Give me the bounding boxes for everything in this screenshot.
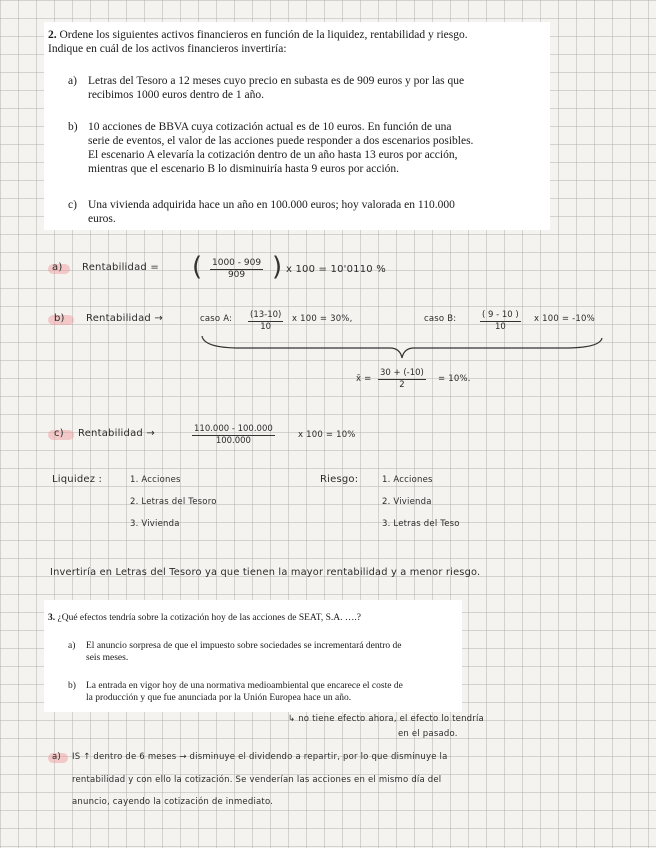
note-c-numerator: 110.000 - 100.000	[194, 424, 273, 434]
open-paren: (	[192, 252, 203, 282]
note-b-case-b-denominator: 10	[494, 322, 506, 332]
note-a-label: a)	[52, 262, 63, 273]
close-paren: )	[272, 252, 283, 282]
option-b-line-4: mientras que el escenario B lo disminuiría hasta 9 euros por acción.	[88, 163, 400, 175]
risk-label: Riesgo:	[320, 474, 359, 485]
option-a-label: a)	[68, 75, 77, 87]
q3-option-a-line-1: El anuncio sorpresa de que el impuesto sobre sociedades se incrementará dentro de	[86, 641, 402, 651]
q3-option-b-line-2: la producción y que fue anunciada por la Unión Europea hace un año.	[86, 693, 352, 703]
note-a-text: Rentabilidad =	[82, 262, 159, 273]
note-a-denominator: 909	[227, 270, 246, 280]
note-b-case-a: caso A:	[200, 314, 233, 324]
risk-item-1: 1. Acciones	[382, 475, 433, 485]
note-b-mean-result: = 10%.	[438, 374, 471, 384]
note-c-label: c)	[54, 428, 64, 439]
note-a-numerator: 1000 - 909	[212, 258, 262, 268]
q3-option-b-label: b)	[68, 681, 76, 691]
q3-b-answer-line-2: en el pasado.	[398, 729, 458, 739]
q3-option-a-label: a)	[68, 641, 76, 651]
note-b-text: Rentabilidad →	[86, 313, 163, 324]
q3-option-b-line-1: La entrada en vigor hoy de una normativa medioambiental que encarece el coste de	[86, 681, 403, 691]
note-b-case-a-numerator: (13-10)	[250, 310, 282, 320]
note-b-mean-fraction	[378, 368, 426, 390]
option-b-label: b)	[68, 121, 78, 133]
option-a-line-1: Letras del Tesoro a 12 meses cuyo precio en subasta es de 909 euros y por las que	[88, 75, 465, 87]
question-2-box	[44, 22, 550, 230]
note-b-mean-denominator: 2	[399, 380, 405, 390]
option-b-line-1: 10 acciones de BBVA cuya cotización actual es de 10 euros. En función de una	[88, 121, 452, 133]
note-a-result: x 100 = 10'0110 %	[286, 264, 386, 275]
option-b-line-2: serie de eventos, el valor de las acciones puede responder a dos escenarios posibles.	[88, 135, 474, 147]
note-c-fraction	[192, 424, 275, 446]
note-b-case-b-fraction	[480, 310, 521, 332]
question-2-subtitle: Indique en cuál de los activos financieros invertiría:	[48, 43, 287, 55]
note-b-mean-left: x̄ =	[356, 374, 372, 384]
note-b-case-a-fraction	[248, 310, 283, 332]
note-c-text: Rentabilidad →	[78, 428, 155, 439]
q3-a-line-3: anuncio, cayendo la cotización de inmediato.	[72, 797, 274, 807]
option-c-line-2: euros.	[88, 213, 116, 225]
liquidity-item-2: 2. Letras del Tesoro	[130, 497, 217, 507]
curly-brace	[200, 334, 606, 362]
note-b-case-b: caso B:	[424, 314, 457, 324]
risk-item-3: 3. Letras del Teso	[382, 519, 460, 529]
risk-item-2: 2. Vivienda	[382, 497, 432, 507]
question-2-title: 2. Ordene los siguientes activos financieros en función de la liquidez, rentabilidad y riesgo.	[48, 29, 468, 41]
q3-a-line-2: rentabilidad y con ello la cotización. Se venderían las acciones en el mismo día del	[72, 775, 442, 785]
note-b-label: b)	[54, 313, 65, 324]
liquidity-item-3: 3. Vivienda	[130, 519, 180, 529]
option-a-line-2: recibimos 1000 euros dentro de 1 año.	[88, 89, 264, 101]
note-b-case-a-result: x 100 = 30%,	[292, 314, 353, 324]
option-b-line-3: El escenario A elevaría la cotización dentro de un año hasta 13 euros por acción,	[88, 149, 458, 161]
q3-a-line-1: IS ↑ dentro de 6 meses → disminuye el dividendo a repartir, por lo que disminuye la	[72, 752, 448, 762]
liquidity-label: Liquidez :	[52, 474, 103, 485]
q3-a-label: a)	[52, 752, 61, 762]
q3-option-a-line-2: seis meses.	[86, 653, 129, 663]
note-b-mean-numerator: 30 + (-10)	[380, 368, 424, 378]
conclusion: Invertiría en Letras del Tesoro ya que tienen la mayor rentabilidad y a menor riesgo.	[50, 567, 481, 578]
option-c-line-1: Una vivienda adquirida hace un año en 100.000 euros; hoy valorada en 110.000	[88, 199, 455, 211]
question-3-title: 3. ¿Qué efectos tendría sobre la cotización hoy de las acciones de SEAT, S.A. ….?	[48, 613, 361, 623]
option-c-label: c)	[68, 199, 77, 211]
note-b-case-b-numerator: ( 9 - 10 )	[482, 310, 519, 320]
note-a-fraction	[210, 258, 263, 280]
note-b-case-a-denominator: 10	[260, 322, 272, 332]
liquidity-item-1: 1. Acciones	[130, 475, 181, 485]
q3-b-answer-line-1: ↳ no tiene efecto ahora, el efecto lo tendría	[288, 714, 484, 724]
note-b-case-b-result: x 100 = -10%	[534, 314, 595, 324]
question-3-box	[44, 600, 462, 712]
note-c-result: x 100 = 10%	[298, 430, 356, 440]
note-c-denominator: 100.000	[215, 436, 251, 446]
